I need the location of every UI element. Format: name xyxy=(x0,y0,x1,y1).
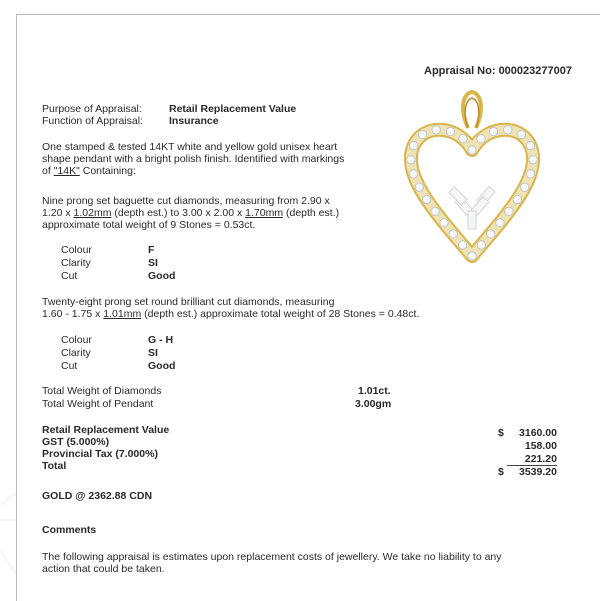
total-diamonds-value: 1.01ct. xyxy=(358,385,391,397)
gold-price: GOLD @ 2362.88 CDN xyxy=(42,490,153,502)
description-suffix: Containing: xyxy=(79,165,136,177)
diamonds2-line-1: Twenty-eight prong set round brilliant cut diamonds, measuring xyxy=(42,296,335,308)
pst-label: Provincial Tax (7.000%) xyxy=(42,448,158,460)
diamonds2-line2-b: (depth est.) approximate total weight of 28 Stones = 0.48ct. xyxy=(141,308,420,320)
purpose-value: Retail Replacement Value xyxy=(169,103,297,115)
comments-line-2: action that could be taken. xyxy=(42,563,165,575)
diamonds2-colour-value: G - H xyxy=(148,334,174,346)
diamonds2-colour-label: Colour xyxy=(61,334,92,346)
diamonds1-depth-2: 1.70mm xyxy=(245,207,284,219)
diamonds2-clarity-value: SI xyxy=(148,347,158,359)
diamonds1-line-2 xyxy=(42,207,339,219)
total-pendant-label: Total Weight of Pendant xyxy=(42,398,154,410)
function-label: Function of Appraisal: xyxy=(42,115,143,127)
function-value: Insurance xyxy=(169,115,219,127)
description-line-1: One stamped & tested 14KT white and yellow gold unisex heart xyxy=(42,141,338,153)
comments-line-1: The following appraisal is estimates upon replacement costs of jewellery. We take no liability to any xyxy=(42,551,502,563)
diamonds1-cut-label: Cut xyxy=(61,270,78,282)
retail-currency: $ xyxy=(498,427,504,439)
gst-value: 158.00 xyxy=(524,440,557,452)
diamonds2-cut-label: Cut xyxy=(61,360,78,372)
diamonds1-line2-c: (depth est.) xyxy=(283,207,340,219)
diamonds1-line2-b: (depth est.) to 3.00 x 2.00 x xyxy=(111,207,246,219)
diamonds1-line2-a: 1.20 x xyxy=(42,207,74,219)
appraisal-number: Appraisal No: 000023277007 xyxy=(424,65,572,77)
diamonds2-line-2 xyxy=(42,308,419,320)
retail-label: Retail Replacement Value xyxy=(42,424,170,436)
heart-pendant-image xyxy=(380,88,560,284)
retail-value: 3160.00 xyxy=(519,427,557,439)
total-value: 3539.20 xyxy=(519,466,557,478)
pst-value: 221.20 xyxy=(524,453,557,465)
comments-heading: Comments xyxy=(42,524,97,536)
gst-label: GST (5.000%) xyxy=(42,436,110,448)
description-line-2: shape pendant with a bright polish finish. Identified with markings xyxy=(42,153,345,165)
diamonds1-clarity-value: SI xyxy=(148,257,158,269)
diamonds1-colour-value: F xyxy=(148,244,155,256)
total-label: Total xyxy=(42,460,67,472)
diamonds1-clarity-label: Clarity xyxy=(61,257,91,269)
diamonds2-depth: 1.01mm xyxy=(103,308,142,320)
description-prefix: of xyxy=(42,165,54,177)
marking: "14K" xyxy=(53,165,80,177)
diamonds1-line-3: approximate total weight of 9 Stones = 0.53ct. xyxy=(42,219,256,231)
diamonds2-cut-value: Good xyxy=(148,360,176,372)
total-diamonds-label: Total Weight of Diamonds xyxy=(42,385,162,397)
total-currency: $ xyxy=(498,466,504,478)
diamonds1-colour-label: Colour xyxy=(61,244,92,256)
diamonds1-line-1: Nine prong set baguette cut diamonds, measuring from 2.90 x xyxy=(42,195,330,207)
diamonds1-cut-value: Good xyxy=(148,270,176,282)
diamonds2-line2-a: 1.60 - 1.75 x xyxy=(42,308,104,320)
description-line-3 xyxy=(42,165,136,177)
purpose-label: Purpose of Appraisal: xyxy=(42,103,142,115)
total-pendant-value: 3.00gm xyxy=(355,398,392,410)
diamonds1-depth-1: 1.02mm xyxy=(73,207,112,219)
diamonds2-clarity-label: Clarity xyxy=(61,347,91,359)
